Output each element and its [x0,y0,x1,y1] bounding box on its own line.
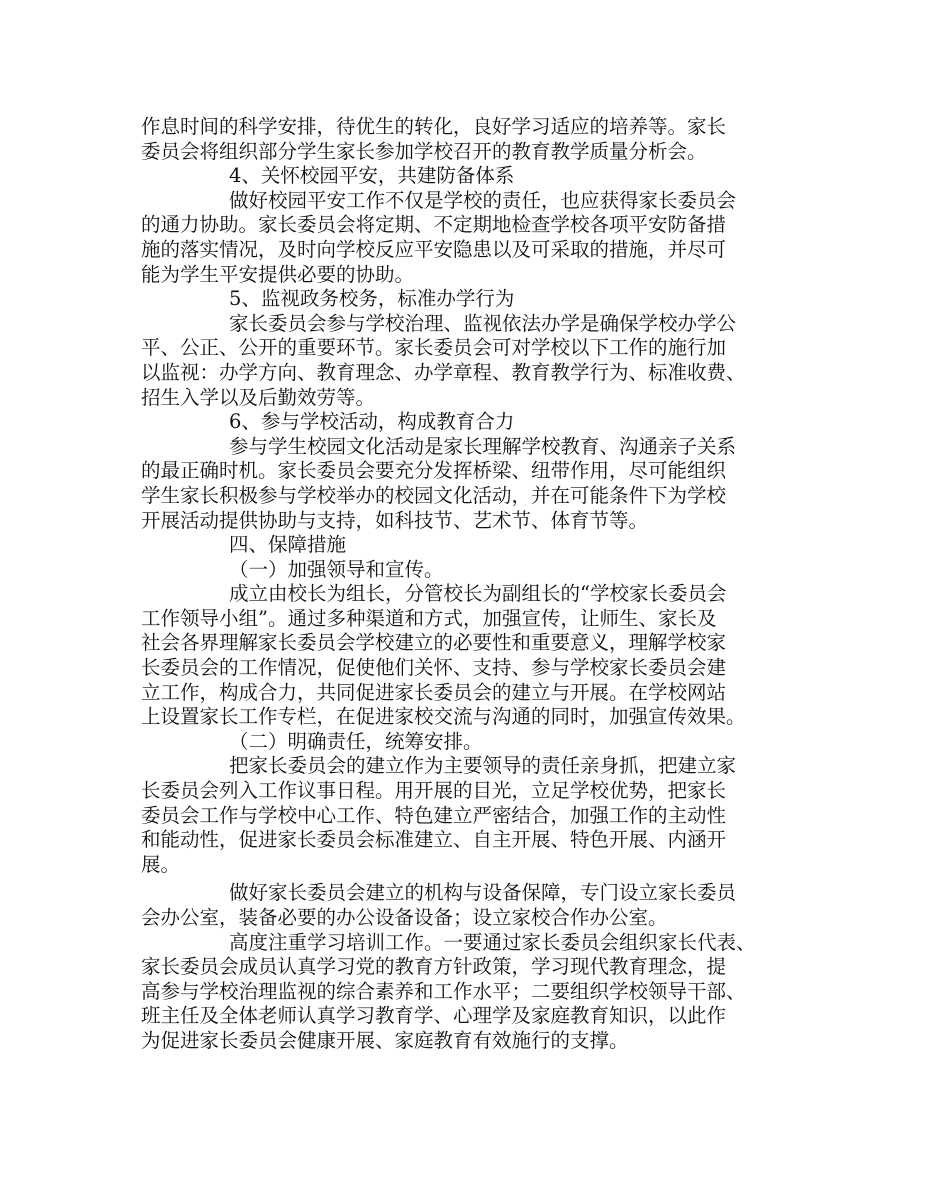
text-line: 作息时间的科学安排，待优生的转化，良好学习适应的培养等。家长 [141,115,727,138]
text-line: 委员会将组织部分学生家长参加学校召开的教育教学质量分析会。 [141,139,707,163]
text-line: 工作领导小组”。通过多种渠道和方式，加强宣传，让师生、家长及 [141,606,717,630]
text-line: 长委员会的工作情况，促使他们关怀、支持、参与学校家长委员会建 [141,656,727,680]
text-line: （一）加强领导和宣传。 [229,557,444,581]
text-line: 开展活动提供协助与支持，如科技节、艺术节、体育节等。 [141,508,649,532]
text-line: 把家长委员会的建立作为主要领导的责任亲身抓，把建立家 [229,754,737,778]
text-line: 立工作，构成合力，共同促进家长委员会的建立与开展。在学校网站 [141,680,727,704]
text-line: 高参与学校治理监视的综合素养和工作水平；二要组织学校领导干部、 [141,979,746,1003]
text-line: 6、参与学校活动，构成教育合力 [229,410,515,434]
text-line: 上设置家长工作专栏，在促进家校交流与沟通的同时，加强宣传效果。 [141,705,746,729]
text-line: 平、公正、公开的重要环节。家长委员会可对学校以下工作的施行加 [141,336,727,360]
text-line: 做好校园平安工作不仅是学校的责任，也应获得家长委员会 [229,188,737,212]
text-line: 为促进家长委员会健康开展、家庭教育有效施行的支撑。 [141,1028,629,1052]
text-line: 会办公室，装备必要的办公设备设备；设立家校合作办公室。 [141,906,668,929]
document-body [141,115,821,1054]
text-line: 成立由校长为组长，分管校长为副组长的“学校家长委员会 [229,582,727,606]
text-line: 的通力协助。家长委员会将定期、不定期地检查学校各项平安防备措 [141,213,727,237]
text-line: 高度注重学习培训工作。一要通过家长委员会组织家长代表、 [229,930,756,954]
text-line: 招生入学以及后勤效劳等。 [141,385,376,409]
text-line: 长委员会列入工作议事日程。用开展的目光，立足学校优势，把家长 [141,779,727,803]
text-line: 家长委员会成员认真学习党的教育方针政策，学习现代教育理念，提 [141,955,727,979]
text-line: 能为学生平安提供必要的协助。 [141,262,415,286]
text-line: 社会各界理解家长委员会学校建立的必要性和重要意义，理解学校家 [141,631,727,655]
text-line: 委员会工作与学校中心工作、特色建立严密结合，加强工作的主动性 [141,803,727,827]
text-line: 和能动性，促进家长委员会标准建立、自主开展、特色开展、内涵开 [141,828,727,852]
text-line: 展。 [141,852,181,876]
text-line: 学生家长积极参与学校举办的校园文化活动，并在可能条件下为学校 [141,483,727,507]
text-line: 班主任及全体老师认真学习教育学、心理学及家庭教育知识，以此作 [141,1004,727,1028]
text-line: 以监视：办学方向、教育理念、办学章程、教育教学行为、标准收费、 [141,360,746,384]
text-line: 的最正确时机。家长委员会要充分发挥桥梁、纽带作用，尽可能组织 [141,459,727,483]
text-line: 4、关怀校园平安，共建防备体系 [229,164,515,188]
text-line: 四、保障措施 [229,533,347,557]
text-line: （二）明确责任，统筹安排。 [229,729,483,753]
text-line: 做好家长委员会建立的机构与设备保障，专门设立家长委员 [229,881,737,905]
text-line: 5、监视政务校务，标准办学行为 [229,287,515,311]
text-line: 参与学生校园文化活动是家长理解学校教育、沟通亲子关系 [229,434,737,458]
text-line: 家长委员会参与学校治理、监视依法办学是确保学校办学公 [229,311,737,335]
text-line: 施的落实情况，及时向学校反应平安隐患以及可采取的措施，并尽可 [141,237,727,261]
